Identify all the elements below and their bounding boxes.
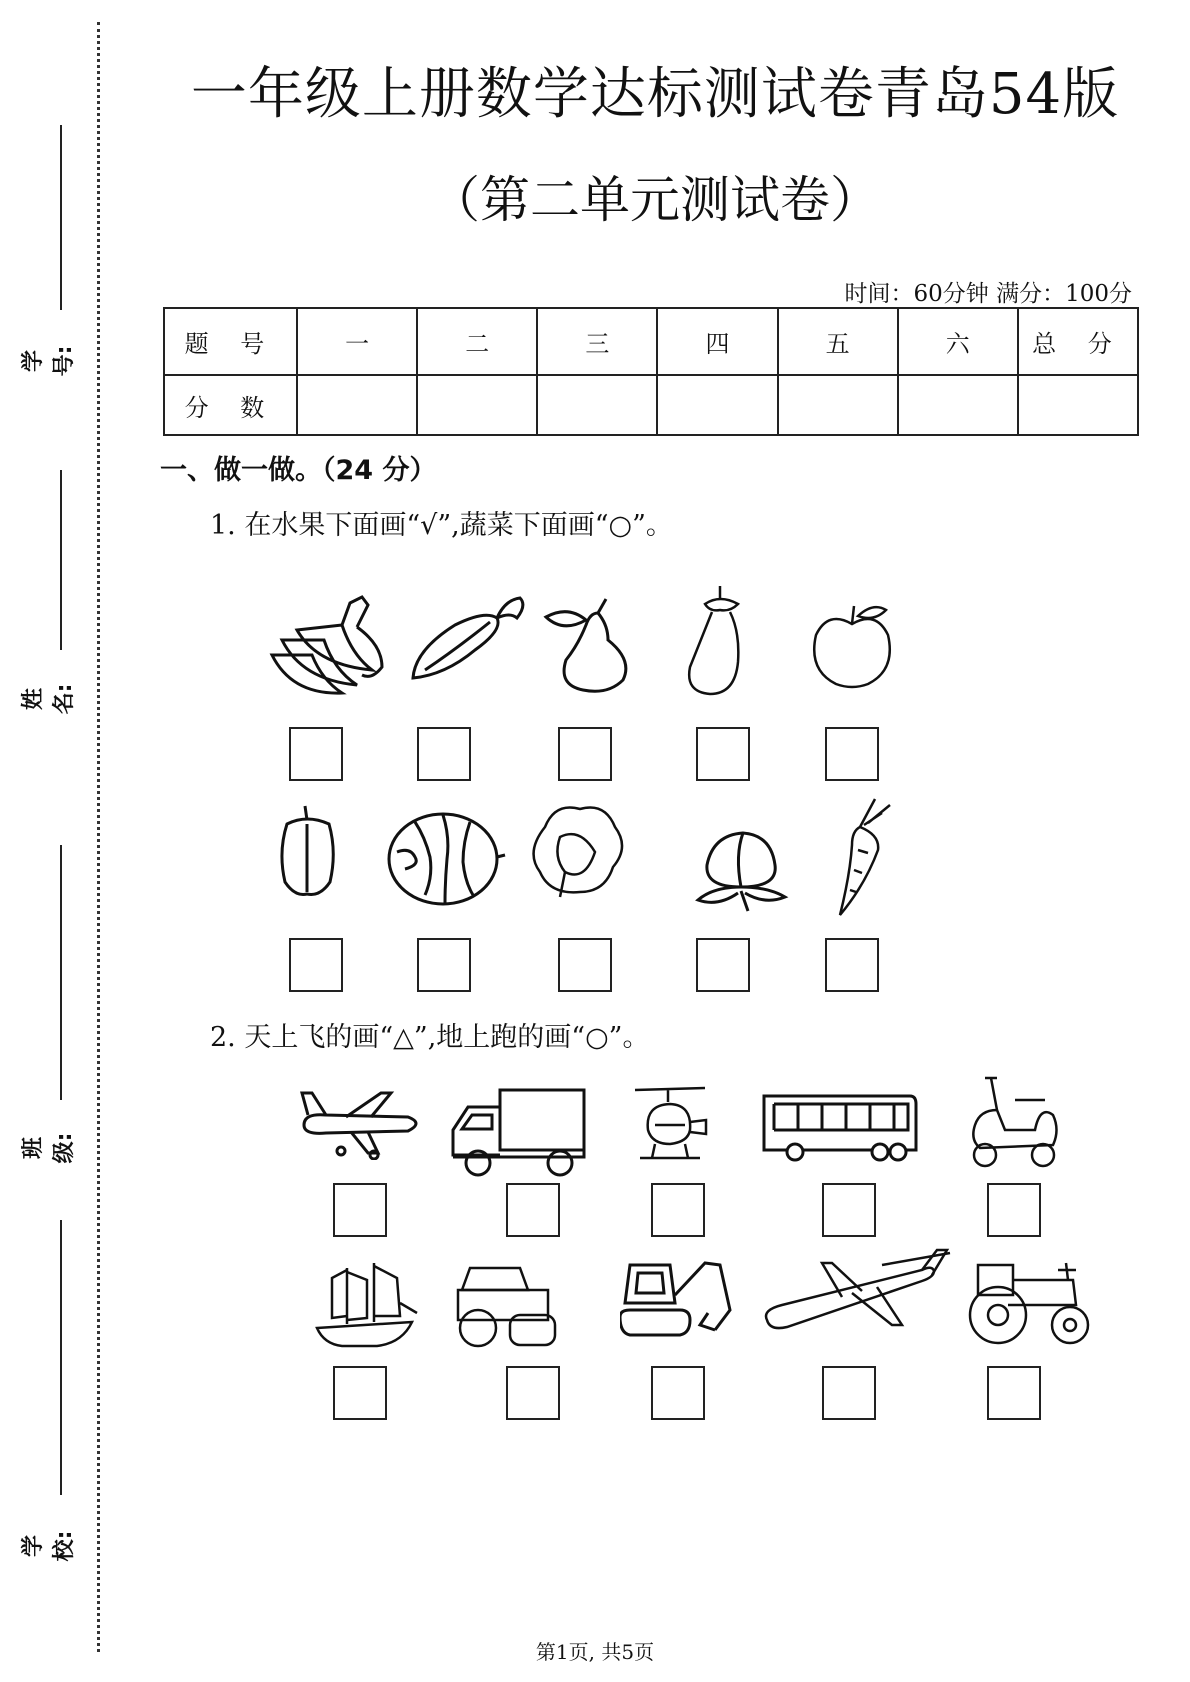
score-row-label: 分 数 (164, 375, 297, 435)
score-input-cell[interactable] (417, 375, 537, 435)
tractor-icon (958, 1255, 1095, 1348)
class-label: 班级: (21, 1132, 77, 1164)
score-input-cell[interactable] (898, 375, 1018, 435)
student-id-field[interactable] (60, 125, 62, 310)
score-table-cell: 题 号 (164, 308, 297, 375)
student-id-label: 学号: (21, 345, 77, 377)
answer-box[interactable] (696, 938, 750, 992)
answer-box[interactable] (822, 1183, 876, 1237)
excavator-icon (620, 1255, 740, 1350)
peach-icon (693, 825, 790, 915)
page-number: 第1页, 共5页 (535, 1640, 655, 1664)
apple-icon (808, 600, 896, 690)
answer-box[interactable] (506, 1183, 560, 1237)
pear-icon (538, 595, 638, 695)
carrot-icon (830, 795, 900, 920)
score-table-cell: 一 (297, 308, 417, 375)
answer-box[interactable] (506, 1366, 560, 1420)
answer-box[interactable] (825, 727, 879, 781)
scooter-icon (965, 1070, 1060, 1170)
answer-box[interactable] (289, 727, 343, 781)
name-label: 姓名: (21, 683, 77, 715)
score-input-cell[interactable] (537, 375, 657, 435)
answer-box[interactable] (696, 727, 750, 781)
section-heading: 一、做一做。（24 分） (160, 455, 437, 486)
school-field[interactable] (60, 1220, 62, 1495)
question-1-text: 1. 在水果下面画“√”,蔬菜下面画“○”。 (210, 510, 673, 541)
score-table-header-row (164, 308, 1138, 375)
time-score-info: 时间：60分钟 满分：100分 (844, 281, 1132, 307)
cucumber-icon (405, 590, 530, 690)
score-input-cell[interactable] (778, 375, 898, 435)
answer-box[interactable] (825, 938, 879, 992)
answer-box[interactable] (822, 1366, 876, 1420)
score-table-cell: 五 (778, 308, 898, 375)
jet-icon (762, 1245, 954, 1345)
answer-box[interactable] (987, 1183, 1041, 1237)
question-2-text: 2. 天上飞的画“△”,地上跑的画“○”。 (210, 1022, 650, 1053)
score-table-score-row (164, 375, 1138, 435)
answer-box[interactable] (651, 1366, 705, 1420)
answer-box[interactable] (333, 1183, 387, 1237)
answer-box[interactable] (651, 1183, 705, 1237)
class-field[interactable] (60, 845, 62, 1100)
score-table-cell: 总 分 (1018, 308, 1138, 375)
pepper-icon (275, 802, 340, 899)
score-table-cell: 三 (537, 308, 657, 375)
score-table (163, 307, 1139, 436)
name-field[interactable] (60, 470, 62, 650)
answer-box[interactable] (558, 727, 612, 781)
helicopter-icon (630, 1080, 710, 1168)
score-input-cell[interactable] (657, 375, 777, 435)
score-table-cell: 二 (417, 308, 537, 375)
answer-box[interactable] (987, 1366, 1041, 1420)
score-input-cell[interactable] (1018, 375, 1138, 435)
page-title: 一年级上册数学达标测试卷青岛54版 (190, 62, 1120, 127)
eggplant-icon (680, 582, 760, 702)
answer-box[interactable] (558, 938, 612, 992)
page-subtitle: （第二单元测试卷） (430, 171, 880, 229)
watermelon-icon (385, 807, 507, 907)
answer-box[interactable] (417, 727, 471, 781)
binding-dotted-line (97, 22, 100, 1652)
score-input-cell[interactable] (297, 375, 417, 435)
score-table-cell: 六 (898, 308, 1018, 375)
answer-box[interactable] (333, 1366, 387, 1420)
school-label: 学校: (21, 1530, 77, 1562)
truck-icon (448, 1085, 588, 1177)
banana-icon (262, 585, 394, 700)
cabbage-icon (525, 797, 630, 902)
sailboat-icon (312, 1258, 422, 1351)
bus-icon (760, 1090, 920, 1165)
airplane-icon (296, 1085, 426, 1160)
score-table-cell: 四 (657, 308, 777, 375)
road-roller-icon (450, 1260, 560, 1350)
answer-box[interactable] (417, 938, 471, 992)
answer-box[interactable] (289, 938, 343, 992)
